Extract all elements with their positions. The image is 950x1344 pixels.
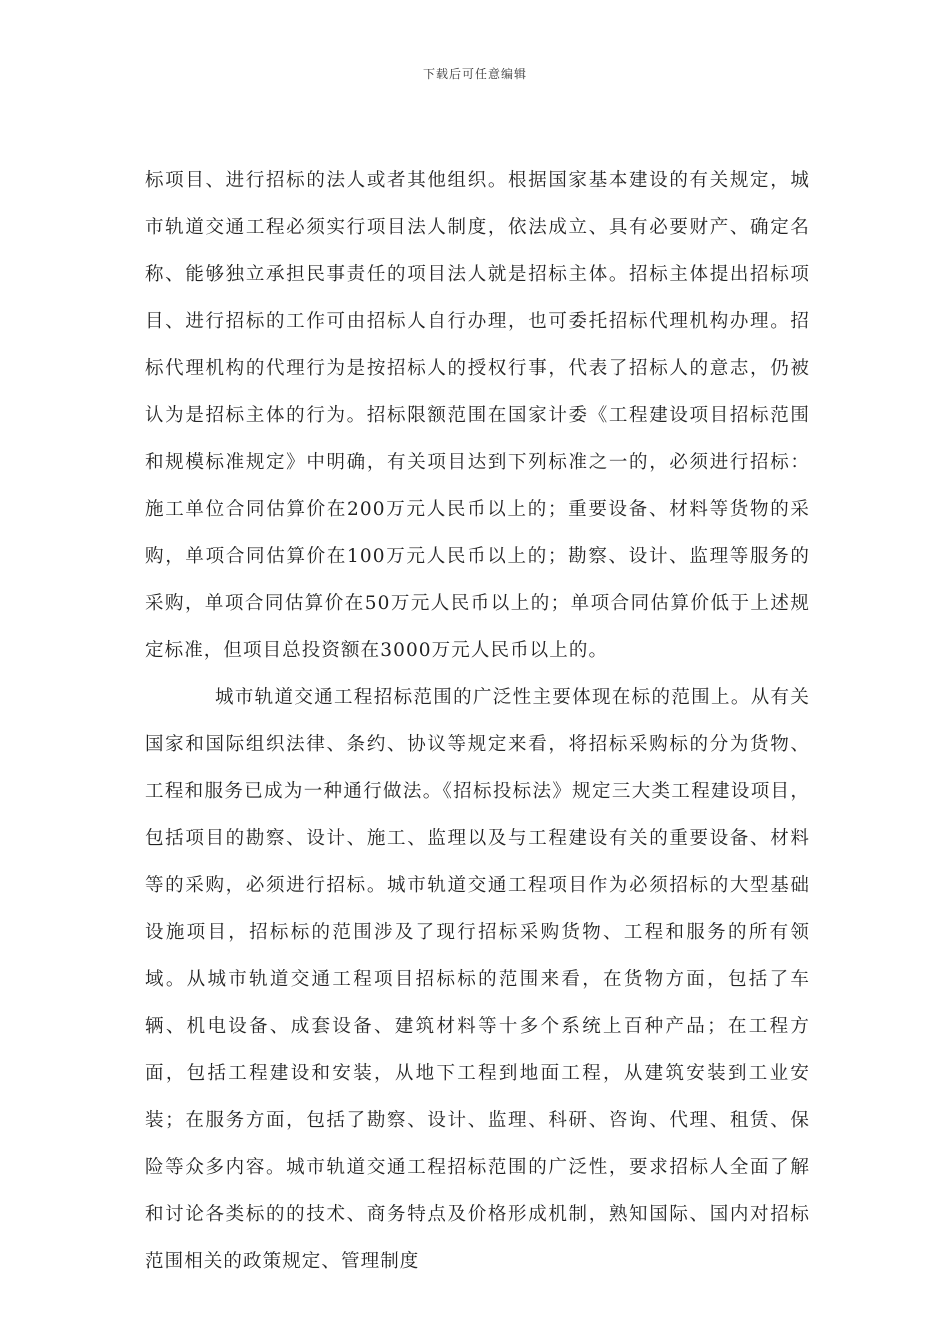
page-header: 下载后可任意编辑 [422, 67, 527, 81]
paragraph-2: 城市轨道交通工程招标范围的广泛性主要体现在标的范围上。从有关国家和国际组织法律、条约、协议等规定来看，将招标采购标的分为货物、工程和服务已成为一种通行做法。《招标投标法》规定三大类工程建设项目，包括项目的勘察、设计、施工、监理以及与工程建设有关的重要设备、材料等的采购，必须进行招标。城市轨道交通工程项目作为必须招标的大型基础设施项目，招标标的范围涉及了现行招标采购货物、工程和服务的所有领域。从城市轨道交通工程项目招标标的范围来看，在货物方面，包括了车辆、机电设备、成套设备、建筑材料等十多个系统上百种产品；在工程方面，包括工程建设和安装，从地下工程到地面工程，从建筑安装到工业安装；在服务方面，包括了勘察、设计、监理、科研、咨询、代理、租赁、保险等众多内容。城市轨道交通工程招标范围的广泛性，要求招标人全面了解和讨论各类标的的技术、商务特点及价格形成机制，熟知国际、国内对招标范围相关的政策规定、管理制度 [145, 687, 810, 1272]
paragraph-1: 标项目、进行招标的法人或者其他组织。根据国家基本建设的有关规定，城市轨道交通工程必须实行项目法人制度，依法成立、具有必要财产、确定名称、能够独立承担民事责任的项目法人就是招标主体。招标主体提出招标项目、进行招标的工作可由招标人自行办理，也可委托招标代理机构办理。招标代理机构的代理行为是按招标人的授权行事，代表了招标人的意志，仍被认为是招标主体的行为。招标限额范围在国家计委《工程建设项目招标范围和规模标准规定》中明确，有关项目达到下列标准之一的，必须进行招标：施工单位合同估算价在200万元人民币以上的；重要设备、材料等货物的采购，单项合同估算价在100万元人民币以上的；勘察、设计、监理等服务的采购，单项合同估算价在50万元人民币以上的；单项合同估算价低于上述规定标准，但项目总投资额在3000万元人民币以上的。 [145, 170, 810, 661]
